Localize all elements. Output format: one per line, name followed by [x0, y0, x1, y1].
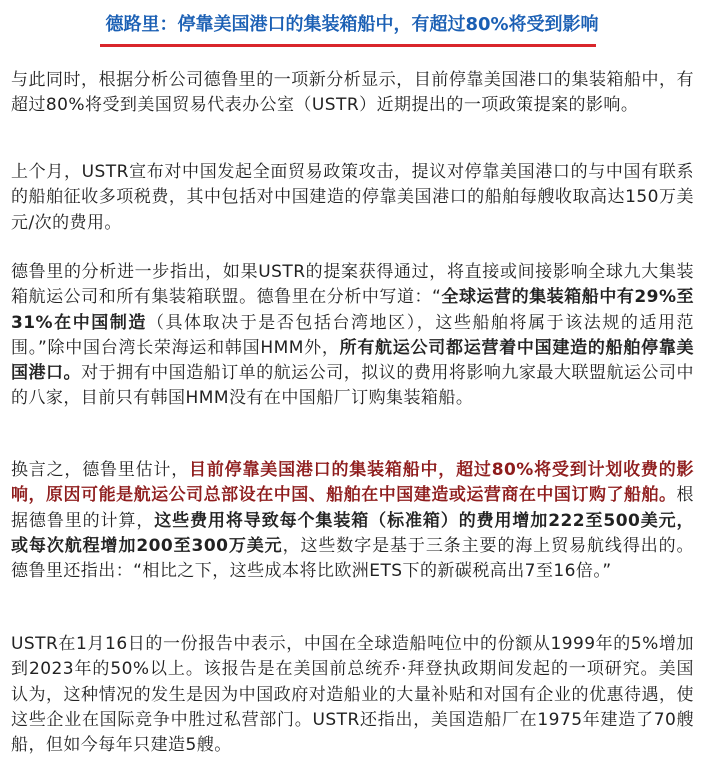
paragraph-2-text: 上个月，USTR宣布对中国发起全面贸易政策攻击，提议对停靠美国港口的与中国有联系的船舶征收多项税费，其中包括对中国建造的停靠美国港口的船舶每艘收取高达150万美元/次的费用。	[11, 162, 694, 233]
article-title: 德路里：停靠美国港口的集装箱船中，有超过80%将受到影响	[105, 14, 599, 35]
paragraph-1-text: 与此同时，根据分析公司德鲁里的一项新分析显示，目前停靠美国港口的集装箱船中，有超过80%将受到美国贸易代表办公室（USTR）近期提出的一项政策提案的影响。	[11, 70, 694, 116]
paragraph-3	[11, 260, 694, 412]
paragraph-4	[11, 458, 694, 584]
paragraph-4-text-c: ，这些数字是基于三条主要的海上贸易航线得出的。德鲁里还指出：“相比之下，这些成本将比欧洲ETS下的新碳税高出7至16倍。”	[11, 535, 694, 582]
title-underline	[100, 44, 596, 47]
paragraph-2	[11, 160, 694, 236]
paragraph-4-bold: 这些费用将导致每个集装箱（标准箱）的费用增加222至500美元，或每次航程增加200至300万美元	[11, 510, 694, 556]
paragraph-3-text-a: 德鲁里的分析进一步指出，如果USTR的提案获得通过，将直接或间接影响全球九大集装箱航运公司和所有集装箱联盟。德鲁里在分析中写道：“	[11, 262, 694, 308]
paragraph-4-text-b: 根据德鲁里的计算，	[11, 485, 694, 531]
paragraph-3-bold-a: 全球运营的集装箱船中有29%至31%在中国制造	[11, 287, 694, 333]
paragraph-5-text: USTR在1月16日的一份报告中表示，中国在全球造船吨位中的份额从1999年的5%增加到2023年的50%以上。该报告是在美国前总统乔·拜登执政期间发起的一项研究。美国认为，这种情况的发生是因为中国政府对造船业的大量补贴和对国有企业的优惠待遇，使这些企业在国际竞争中胜过私营部门。USTR还指出，美国造船厂在1975年建造了70艘船，但如今每年只建造5艘。	[11, 634, 694, 756]
paragraph-3-bold-b: 所有航运公司都运营着中国建造的船舶停靠美国港口。	[11, 337, 695, 384]
paragraph-4-red-emphasis: 目前停靠美国港口的集装箱船中，超过80%将受到计划收费的影响，原因可能是航运公司总部设在中国、船舶在中国建造或运营商在中国订购了船舶。	[11, 460, 694, 506]
paragraph-3-text-c: 对于拥有中国造船订单的航运公司，拟议的费用将影响九家最大联盟航运公司中的八家，目前只有韩国HMM没有在中国船厂订购集装箱船。	[11, 363, 694, 409]
article-header	[0, 0, 704, 52]
paragraph-5	[11, 632, 694, 758]
paragraph-4-text-a: 换言之，德鲁里估计，	[11, 460, 190, 480]
paragraph-3-text-b: （具体取决于是否包括台湾地区），这些船舶将属于该法规的适用范围。”除中国台湾长荣海运和韩国HMM外，	[11, 312, 695, 358]
paragraph-1	[11, 68, 694, 119]
